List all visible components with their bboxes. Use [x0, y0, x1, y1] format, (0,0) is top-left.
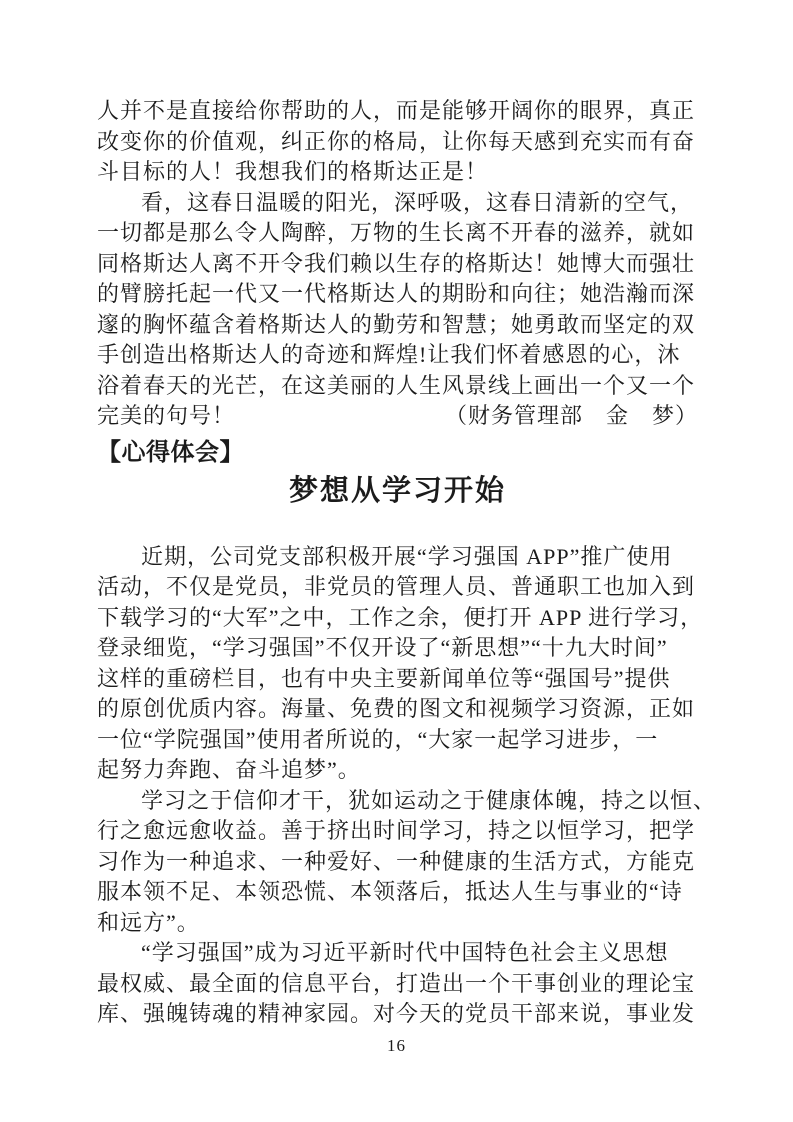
text-line: 的臂膀托起一代又一代格斯达人的期盼和向往；她浩瀚而深 — [97, 281, 696, 306]
text-line: 改变你的价值观，纠正你的格局，让你每天感到充实而有奋 — [97, 128, 696, 154]
text-line: 的原创优质内容。海量、免费的图文和视频学习资源，正如 — [97, 696, 696, 721]
paragraph-study-belief — [97, 786, 717, 939]
author-attribution: （财务管理部 金 梦） — [444, 403, 698, 428]
text-line: 活动，不仅是党员，非党员的管理人员、普通职工也加入到 — [97, 574, 696, 599]
text-line: 起努力奔跑、奋斗追梦”。 — [97, 757, 361, 782]
article-title: 梦想从学习开始 — [288, 474, 506, 507]
text-line: 邃的胸怀蕴含着格斯达人的勤劳和智慧；她勇敢而坚定的双 — [97, 311, 696, 337]
text-line: 这样的重磅栏目，也有中央主要新闻单位等“强国号”提供 — [97, 665, 671, 691]
paragraph-spring — [97, 188, 698, 402]
paragraph-app-promo — [97, 542, 704, 786]
text-line: 服本领不足、本领恐慌、本领落后，抵达人生与事业的“诗 — [97, 879, 683, 904]
page-number: 16 — [387, 1036, 406, 1055]
text-line: 斗目标的人！我想我们的格斯达正是！ — [97, 159, 489, 184]
text-line: 和远方”。 — [97, 909, 200, 935]
text-line: 一位“学院强国”使用者所说的，“大家一起学习进步，一 — [97, 726, 659, 752]
text-line: 同格斯达人离不开令我们赖以生存的格斯达！她博大而强壮 — [97, 250, 696, 276]
text-line: “学习强国”成为习近平新时代中国特色社会主义思想 — [141, 940, 669, 965]
text-line: 浴着春天的光芒，在这美丽的人生风景线上画出一个又一个 — [97, 372, 696, 398]
text-line: 习作为一种追求、一种爱好、一种健康的生活方式，方能克 — [97, 848, 696, 874]
text-line: 登录细览，“学习强国”不仅开设了“新思想”“十九大时间” — [97, 635, 668, 660]
closing-text: 完美的句号！ — [97, 403, 236, 428]
attribution-line — [97, 401, 698, 432]
section-header: 【心得体会】 — [97, 439, 244, 466]
text-line: 近期，公司党支部积极开展“学习强国 APP”推广使用 — [141, 543, 673, 569]
paragraph-platform — [97, 938, 698, 1030]
text-line: 最权威、最全面的信息平台，打造出一个干事创业的理论宝 — [97, 970, 696, 996]
text-line: 人并不是直接给你帮助的人，而是能够开阔你的眼界，真正 — [97, 98, 696, 123]
text-line: 行之愈远愈收益。善于挤出时间学习，持之以恒学习，把学 — [97, 818, 696, 843]
text-line: 看，这春日温暖的阳光，深呼吸，这春日清新的空气， — [141, 189, 694, 215]
text-line: 下载学习的“大军”之中，工作之余，便打开 APP 进行学习， — [97, 604, 704, 630]
text-line: 手创造出格斯达人的奇迹和辉煌!让我们怀着感恩的心，沐 — [97, 342, 681, 367]
text-line: 学习之于信仰才干，犹如运动之于健康体魄，持之以恒、 — [141, 787, 717, 813]
paragraph-continuation — [97, 96, 698, 188]
text-column — [97, 96, 717, 1030]
text-line: 一切都是那么令人陶醉，万物的生长离不开春的滋养，就如 — [97, 220, 696, 245]
text-line: 库、强魄铸魂的精神家园。对今天的党员干部来说，事业发 — [97, 1001, 696, 1026]
